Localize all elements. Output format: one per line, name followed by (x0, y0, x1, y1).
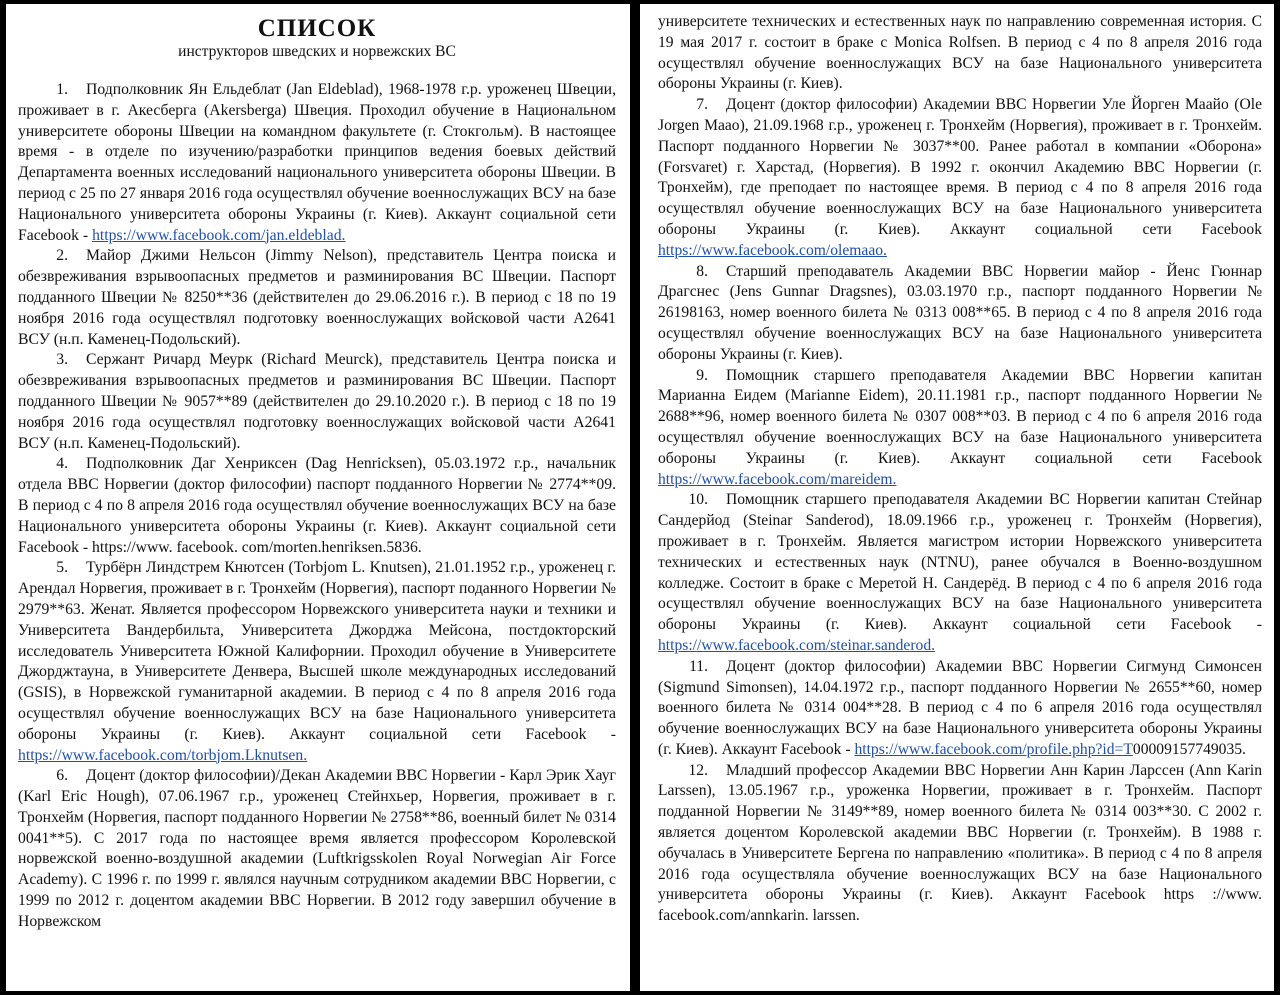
list-item (658, 95, 1262, 261)
entry-text: Майор Джими Нельсон (Jimmy Nelson), представитель Центра поиска и обезвреживания взрывоопасных предметов и разминирования ВС Швеции. Паспорт подданного Швеции № 8250**36 (действителен до 29.06.2016 г.). В период с 18 по 19 ноября 2016 года осуществлял подготовку военнослужащих войсковой части А2641 ВСУ (н.п. Каменец-Подольский). (18, 247, 616, 348)
list-item (658, 761, 1262, 927)
list-item (18, 766, 616, 932)
facebook-link[interactable]: https://www.facebook.com/olemaao. (658, 241, 887, 259)
entry-text: Доцент (доктор философии) Академии ВВС Норвегии Сигмунд Симонсен (Sigmund Simonsen), 14.04.1972 г.р., паспорт подданного Норвегии № 2655**60, номер военного билета № 0314 004**28. В период с 4 по 6 апреля 2016 года осуществлял обучение военнослужащих ВСУ на базе Национального университета обороны Украины (г. Киев). Аккаунт Facebook - (658, 657, 1262, 758)
facebook-link[interactable]: https://www.facebook.com/jan.eldeblad. (92, 226, 346, 244)
list-item (18, 246, 616, 350)
entry-number: 2. (56, 247, 68, 265)
entry-number: 5. (56, 559, 68, 577)
facebook-link[interactable]: https://www.facebook.com/profile.php?id=T (854, 740, 1133, 758)
entry-number: 4. (56, 455, 68, 473)
entry-continuation: университете технических и естественных наук по направлению современная история. С 19 мая 2017 г. состоит в браке с Monica Rolfsen. В период с 4 по 8 апреля 2016 года осуществлял обучение военнослужащих ВСУ на базе Национального университета обороны Украины (г. Киев). (658, 13, 1262, 93)
entry-text: Подполковник Даг Хенриксен (Dag Henricksen), 05.03.1972 г.р., начальник отдела ВВС Норвегии (доктор философии) паспорт подданного Норвегии № 2774**09. В период с 4 по 8 апреля 2016 года осуществлял обучение военнослужащих ВСУ на базе Национального университета обороны Украины (г. Киев). Аккаунт социальной сети Facebook - https://www. facebook. com/morten.henriksen.5836. (18, 455, 616, 556)
entry-number: 12. (688, 761, 708, 779)
page-right (640, 4, 1274, 991)
list-item (18, 558, 616, 766)
entry-text: Сержант Ричард Меурк (Richard Meurck), представитель Центра поиска и обезвреживания взрывоопасных предметов и разминирования ВС Швеции. Паспорт подданного Швеции № 9057**89 (действителен до 29.10.2020 г.). В период с 18 по 19 ноября 2016 года осуществлял подготовку военнослужащих войсковой части А2641 ВСУ (н.п. Каменец-Подольский). (18, 351, 616, 452)
document-subtitle: инструкторов шведских и норвежских ВС (178, 43, 456, 60)
entry-text: Помощник старшего преподавателя Академии ВС Норвегии капитан Стейнар Сандерйод (Steinar Sanderod), 18.09.1966 г.р., уроженец г. Тронхейм (Норвегия), проживает в г. Тронхейм. Является магистром истории Норвежского университета технических и естественных наук (NTNU), ранее обучался в Военно-воздушном колледже. Состоит в браке с Меретой Н. Сандерёд. В период с 4 по 6 апреля 2016 года осуществлял обучение военнослужащих ВСУ на базе Национального университета обороны Украины (г. Киев). Аккаунт социальной сети Facebook - (658, 491, 1262, 634)
entry-number: 10. (688, 491, 708, 509)
entry-number: 9. (696, 366, 708, 384)
list-item (658, 366, 1262, 491)
entry-number: 7. (696, 96, 708, 114)
facebook-link[interactable]: https://www.facebook.com/steinar.sanderod. (658, 636, 936, 654)
entry-number: 11. (689, 657, 708, 675)
document-title: СПИСОК (257, 15, 377, 42)
entry-text: Доцент (доктор философии) Академии ВВС Норвегии Уле Йорген Маайо (Ole Jorgen Maao), 21.09.1968 г.р., уроженец г. Тронхейм (Норвегия), проживает в г. Тронхейм. Паспорт подданного Норвегии № 3037**00. Ранее работал в компании «Оборона» (Forsvaret) г. Харстад, (Норвегия). В 1992 г. окончил Академию ВВС Норвегии (г. Тронхейм), где преподает по настоящее время. В период с 4 по 8 апреля 2016 года осуществлял обучение военнослужащих ВСУ на базе Национального университета обороны Украины (г. Киев). Аккаунт социальной сети Facebook (658, 96, 1262, 238)
facebook-link[interactable]: https://www.facebook.com/torbjom.Lknutsen. (18, 746, 308, 764)
list-item (18, 80, 616, 246)
list-item (658, 657, 1262, 761)
entry-number: 1. (56, 81, 68, 98)
entries-list-right (658, 95, 1262, 927)
facebook-link[interactable]: https://www.facebook.com/mareidem. (658, 470, 897, 488)
list-item (18, 454, 616, 558)
entries-list-left (18, 80, 616, 933)
link-tail-text: 00009157749035. (1132, 740, 1246, 758)
entry-text: Подполковник Ян Ельдеблат (Jan Eldeblad), 1968-1978 г.р. уроженец Швеции, проживает в г. Акесберга (Akersberga) Швеция. Проходил обучение в Национальном университете обороны Швеции на командном факультете (г. Стокгольм). В настоящее время - в отделе по изучению/разработки принципов ведения боевых действий Департамента военных исследований национального университета обороны Швеции. В период с 25 по 27 января 2016 года осуществлял обучение военнослужащих ВСУ на базе Национального университета обороны Украины (г. Киев). Аккаунт социальной сети Facebook - (18, 81, 616, 244)
list-item (658, 262, 1262, 366)
entry-text: Младший профессор Академии ВВС Норвегии Анн Карин Ларссен (Ann Karin Larssen), 13.05.1967 г.р., уроженка Норвегии, проживает в г. Тронхейм. Паспорт подданной Норвегии № 3149**89, номер военного билета № 0314 003**30. С 2002 г. является доцентом Королевской академии ВВС Норвегии (г. Тронхейм). В 1988 г. обучалась в Университете Бергена по направлению «политика». В период с 4 по 8 апреля 2016 года осуществляла обучение военнослужащих ВСУ на базе Национального университета обороны Украины (г. Киев). Аккаунт Facebook https ://www. facebook.com/annkarin. larssen. (658, 761, 1262, 925)
entry-text: Старший преподаватель Академии ВВС Норвегии майор - Йенс Гюннар Драгснес (Jens Gunnar Dragsnes), 03.03.1970 г.р., паспорт подданного Норвегии № 26198163, номер военного билета № 0313 008**65. В период с 4 по 8 апреля 2016 года осуществлял обучение военнослужащих ВСУ на базе Национального университета обороны Украины (г. Киев). (658, 262, 1262, 363)
entry-number: 6. (56, 767, 68, 785)
entry-text: Турбёрн Линдстрем Кнютсен (Torbjom L. Knutsen), 21.01.1952 г.р., уроженец г. Арендал Норвегия, проживает в г. Тронхейм (Норвегия), паспорт поданного Норвегии № 2979**63. Женат. Является профессором Норвежского университета науки и техники и Университета Вандербильта, Университета Джорджа Мейсона, постдокторский исследователь Университета Южной Калифорнии. Проходил обучение в Университете Джорджтауна, в Университете Денвера, Высшей школе международных исследований (GSIS), в Норвежской гуманитарной академии. В период с 4 по 8 апреля 2016 года осуществлял обучение военнослужащих ВСУ на базе Национального университета обороны Украины (г. Киев). Аккаунт социальной сети Facebook - (18, 559, 616, 743)
entry-number: 3. (56, 351, 68, 369)
entry-text: Доцент (доктор философии)/Декан Академии ВВС Норвегии - Карл Эрик Хауг (Karl Eric Hough), 07.06.1967 г.р., уроженец Стейнхьер, Норвегия, проживает в г. Тронхейм (Норвегия, паспорт подданного Норвегии № 2758**86, военный билет № 0314 0041**5). С 2017 года по настоящее время является профессором Королевской норвежской военно-воздушной академии (Luftkrigsskolen Royal Norwegian Air Force Academy). С 1996 г. по 1999 г. являлся научным сотрудником академии ВВС Норвегии, с 1999 по 2012 г. доцентом академии ВВС Норвегии. В 2012 году завершил обучение в Норвежском (18, 767, 616, 930)
entry-text: Помощник старшего преподавателя Академии ВВС Норвегии капитан Марианна Еидем (Marianne Eidem), 20.11.1981 г.р., паспорт подданного Норвегии № 2688**96, номер военного билета № 0307 008**03. В период с 4 по 6 апреля 2016 года осуществлял обучение военнослужащих ВСУ на базе Национального университета обороны Украины (г. Киев). Аккаунт социальной сети Facebook (658, 366, 1262, 467)
page-left (6, 4, 630, 991)
list-item (18, 350, 616, 454)
entry-number: 8. (696, 262, 708, 280)
list-item (658, 490, 1262, 656)
